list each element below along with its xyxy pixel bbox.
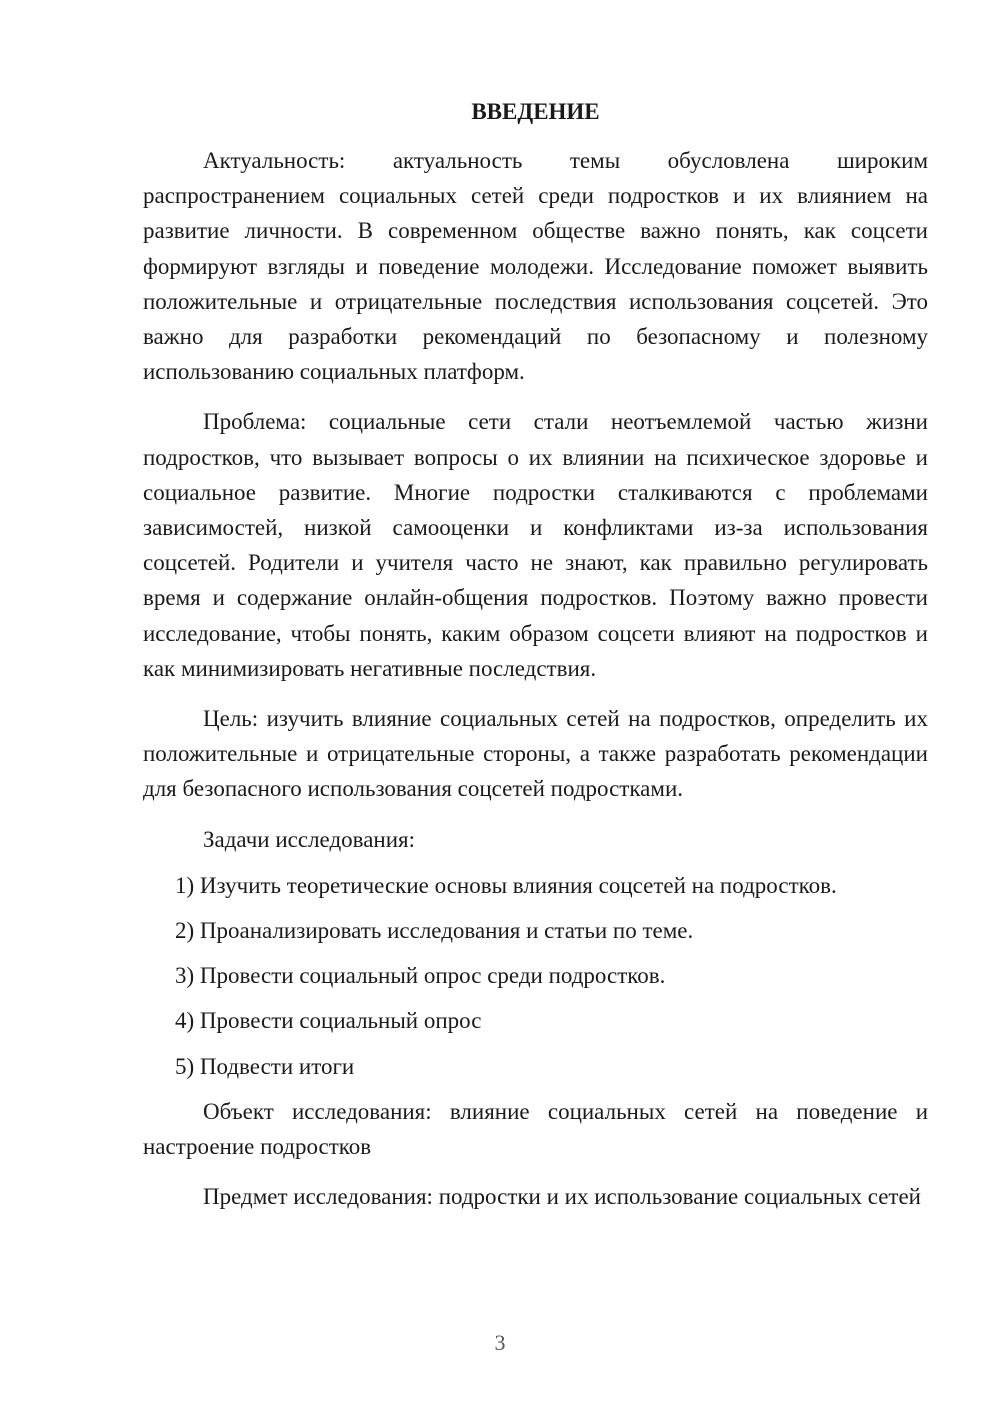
relevance-paragraph: Актуальность: актуальность темы обусловлена широким распространением социальных сетей среди подростков и их влиянием на развитие личности. В современном обществе важно понять, как соцсети формируют взгляды и поведение молодежи. Исследование поможет выявить положительные и отрицательные последствия использования соцсетей. Это важно для разработки рекомендаций по безопасному и полезному использованию социальных платформ. <box>143 148 928 385</box>
task-item-1: 1) Изучить теоретические основы влияния соцсетей на подростков. <box>175 872 837 898</box>
tasks-list <box>143 868 928 1084</box>
problem-paragraph: Проблема: социальные сети стали неотъемлемой частью жизни подростков, что вызывает вопросы о их влиянии на психическое здоровье и социальное развитие. Многие подростки сталкиваются с проблемами зависимостей, низкой самооценки и конфликтами из-за использования соцсетей. Родители и учителя часто не знают, как правильно регулировать время и содержание онлайн-общения подростков. Поэтому важно провести исследование, чтобы понять, каким образом соцсети влияют на подростков и как минимизировать негативные последствия. <box>143 409 928 681</box>
task-item-4: 4) Провести социальный опрос <box>175 1008 482 1034</box>
goal-paragraph: Цель: изучить влияние социальных сетей на подростков, определить их положительные и отрицательные стороны, а также разработать рекомендации для безопасного использования соцсетей подростками. <box>143 706 928 802</box>
subject-paragraph: Предмет исследования: подростки и их использование социальных сетей <box>203 1184 921 1210</box>
task-item-2: 2) Проанализировать исследования и статьи по теме. <box>175 918 694 944</box>
task-item-5: 5) Подвести итоги <box>175 1053 355 1079</box>
task-item-3: 3) Провести социальный опрос среди подростков. <box>175 963 666 989</box>
section-title: ВВЕДЕНИЕ <box>471 99 600 124</box>
object-paragraph: Объект исследования: влияние социальных сетей на поведение и настроение подростков <box>143 1098 928 1160</box>
page-content <box>143 94 928 1229</box>
page-number: 3 <box>494 1330 506 1355</box>
tasks-heading: Задачи исследования: <box>203 826 416 852</box>
